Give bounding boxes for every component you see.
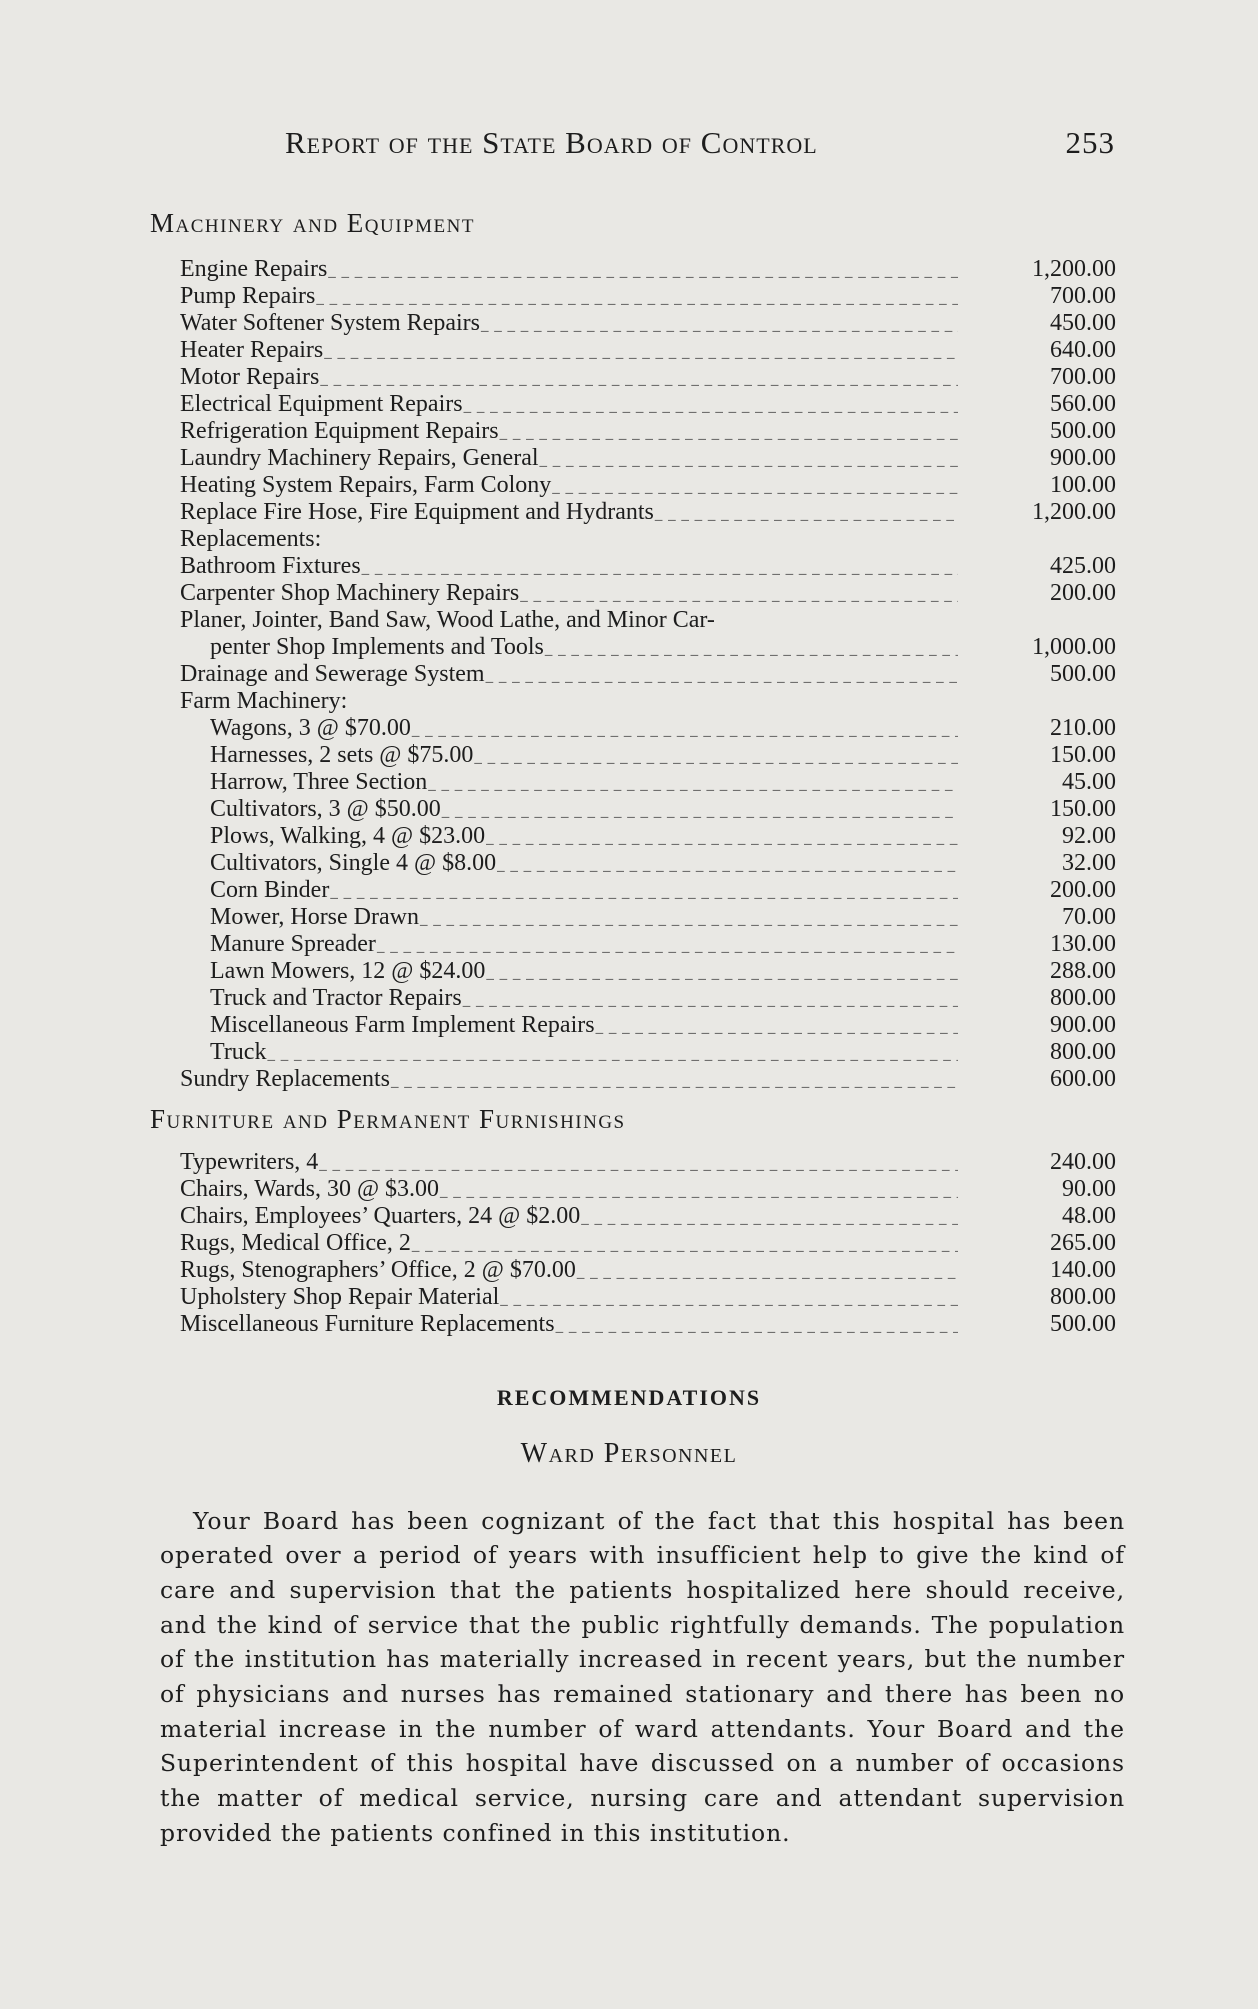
line-item: Engine Repairs _ _ _ 1,200.00 xyxy=(180,256,1116,283)
line-item: Heating System Repairs, Farm Colony _ _ _ 100.00 xyxy=(180,472,1116,499)
amount: 800.00 xyxy=(1050,1039,1116,1065)
line-item: Manure Spreader _ _ _ 130.00 xyxy=(180,931,1116,958)
line-item: Pump Repairs _ _ _ 700.00 xyxy=(180,283,1116,310)
amount: 45.00 xyxy=(1062,769,1116,795)
running-header xyxy=(285,125,1115,161)
line-item: Drainage and Sewerage System _ _ _ 500.00 xyxy=(180,661,1116,688)
line-item: Electrical Equipment Repairs _ _ _ 560.00 xyxy=(180,391,1116,418)
line-item: Heater Repairs _ _ _ 640.00 xyxy=(180,337,1116,364)
line-item: Plows, Walking, 4 @ $23.00 _ _ _ 92.00 xyxy=(180,823,1116,850)
amount: 210.00 xyxy=(1050,715,1116,741)
line-item: Rugs, Medical Office, 2 _ _ _ 265.00 xyxy=(180,1230,1116,1257)
line-item: Upholstery Shop Repair Material _ _ _ 800.00 xyxy=(180,1284,1116,1311)
amount: 92.00 xyxy=(1062,823,1116,849)
line-item: Mower, Horse Drawn _ _ _ 70.00 xyxy=(180,904,1116,931)
line-item-first-line: Planer, Jointer, Band Saw, Wood Lathe, and Minor Car- xyxy=(180,607,715,633)
amount: 450.00 xyxy=(1050,310,1116,336)
line-item: Motor Repairs _ _ _ 700.00 xyxy=(180,364,1116,391)
furniture-list xyxy=(180,1149,1116,1338)
line-item: Miscellaneous Furniture Replacements _ _ _ 500.00 xyxy=(180,1311,1116,1338)
amount: 900.00 xyxy=(1050,1012,1116,1038)
amount: 700.00 xyxy=(1050,283,1116,309)
machinery-heading: Machinery and Equipment xyxy=(150,208,475,238)
line-item: Typewriters, 4 _ _ _ 240.00 xyxy=(180,1149,1116,1176)
amount: 288.00 xyxy=(1050,958,1116,984)
amount: 500.00 xyxy=(1050,1311,1116,1337)
line-item: Truck _ _ _ 800.00 xyxy=(180,1039,1116,1066)
line-item: Cultivators, Single 4 @ $8.00 _ _ _ 32.00 xyxy=(180,850,1116,877)
amount: 150.00 xyxy=(1050,796,1116,822)
amount: 640.00 xyxy=(1050,337,1116,363)
page-number: 253 xyxy=(1065,125,1115,160)
amount: 425.00 xyxy=(1050,553,1116,579)
amount: 900.00 xyxy=(1050,445,1116,471)
amount: 200.00 xyxy=(1050,580,1116,606)
recommendations-heading: RECOMMENDATIONS xyxy=(496,1385,762,1410)
amount: 48.00 xyxy=(1062,1203,1116,1229)
subgroup-heading: Farm Machinery: xyxy=(180,688,348,714)
amount: 265.00 xyxy=(1050,1230,1116,1256)
amount: 700.00 xyxy=(1050,364,1116,390)
line-item: Harnesses, 2 sets @ $75.00 _ _ _ 150.00 xyxy=(180,742,1116,769)
amount: 1,200.00 xyxy=(1032,499,1116,525)
line-item: Truck and Tractor Repairs _ _ _ 800.00 xyxy=(180,985,1116,1012)
ward-personnel-subheading: Ward Personnel xyxy=(520,1438,738,1469)
line-item: Sundry Replacements _ _ _ 600.00 xyxy=(180,1066,1116,1093)
amount: 32.00 xyxy=(1062,850,1116,876)
amount: 600.00 xyxy=(1050,1066,1116,1092)
amount: 200.00 xyxy=(1050,877,1116,903)
line-item: Miscellaneous Farm Implement Repairs _ _ _ 900.00 xyxy=(180,1012,1116,1039)
line-item: Laundry Machinery Repairs, General _ _ _ 900.00 xyxy=(180,445,1116,472)
amount: 500.00 xyxy=(1050,418,1116,444)
line-item: Wagons, 3 @ $70.00 _ _ _ 210.00 xyxy=(180,715,1116,742)
amount: 130.00 xyxy=(1050,931,1116,957)
amount: 150.00 xyxy=(1050,742,1116,768)
line-item: Replace Fire Hose, Fire Equipment and Hydrants _ _ _ 1,200.00 xyxy=(180,499,1116,526)
amount: 800.00 xyxy=(1050,985,1116,1011)
amount: 140.00 xyxy=(1050,1257,1116,1283)
line-item: Cultivators, 3 @ $50.00 _ _ _ 150.00 xyxy=(180,796,1116,823)
line-item: Corn Binder _ _ _ 200.00 xyxy=(180,877,1116,904)
amount: 560.00 xyxy=(1050,391,1116,417)
machinery-list xyxy=(180,256,1116,1093)
line-item: Chairs, Wards, 30 @ $3.00 _ _ _ 90.00 xyxy=(180,1176,1116,1203)
amount: 800.00 xyxy=(1050,1284,1116,1310)
amount: 100.00 xyxy=(1050,472,1116,498)
furniture-heading: Furniture and Permanent Furnishings xyxy=(150,1104,626,1134)
subgroup-heading: Replacements: xyxy=(180,526,322,552)
amount: 240.00 xyxy=(1050,1149,1116,1175)
amount: 70.00 xyxy=(1062,904,1116,930)
amount: 1,200.00 xyxy=(1032,256,1116,282)
line-item: Rugs, Stenographers’ Office, 2 @ $70.00 _ _ _ 140.00 xyxy=(180,1257,1116,1284)
line-item: Carpenter Shop Machinery Repairs _ _ _ 200.00 xyxy=(180,580,1116,607)
line-item: Bathroom Fixtures _ _ _ 425.00 xyxy=(180,553,1116,580)
body-paragraph: Your Board has been cognizant of the fact that this hospital has been operated over a period of years with insufficient help to give the kind of care and supervision that the patients hospitalized here should receive, and the kind of service that the public rightfully demands. The population of the institution has materially increased in recent years, but the number of physicians and nurses has remained stationary and there has been no material increase in the number of ward attendants. Your Board and the Superintendent of this hospital have discussed on a number of occasions the matter of medical service, nursing care and attendant supervision provided the patients confined in this institution. xyxy=(160,1506,1125,1847)
line-item: Harrow, Three Section _ _ _ 45.00 xyxy=(180,769,1116,796)
line-item: Refrigeration Equipment Repairs _ _ _ 500.00 xyxy=(180,418,1116,445)
line-item-continuation: penter Shop Implements and Tools _ _ _ 1,000.00 xyxy=(180,634,1116,661)
amount: 1,000.00 xyxy=(1032,634,1116,660)
header-title: Report of the State Board of Control xyxy=(285,125,818,160)
line-item: Chairs, Employees’ Quarters, 24 @ $2.00 _ _ _ 48.00 xyxy=(180,1203,1116,1230)
line-item: Lawn Mowers, 12 @ $24.00 _ _ _ 288.00 xyxy=(180,958,1116,985)
amount: 90.00 xyxy=(1062,1176,1116,1202)
amount: 500.00 xyxy=(1050,661,1116,687)
line-item: Water Softener System Repairs _ _ _ 450.00 xyxy=(180,310,1116,337)
